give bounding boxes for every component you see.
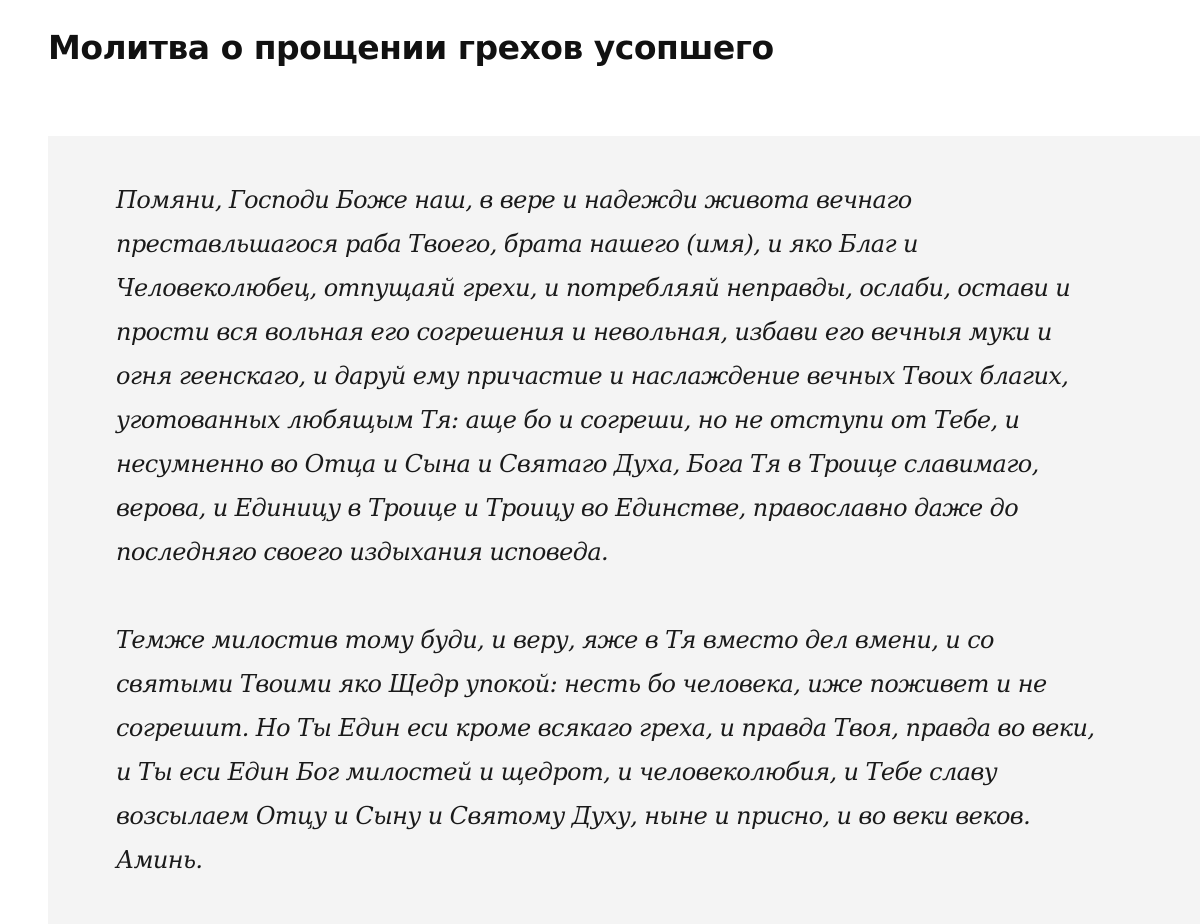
prayer-line: уготованных любящым Тя: аще бо и согреши, но не отступи от Тебе, и — [116, 406, 1020, 434]
prayer-line: прости вся вольная его согрешения и невольная, избави его вечныя муки и — [116, 318, 1052, 346]
prayer-line: огня геенскаго, и даруй ему причастие и наслаждение вечных Твоих благих, — [116, 362, 1069, 390]
prayer-line: Человеколюбец, отпущаяй грехи, и потребляяй неправды, ослаби, остави и — [116, 274, 1071, 302]
page-title: Молитва о прощении грехов усопшего — [48, 28, 774, 67]
prayer-line: и Ты еси Един Бог милостей и щедрот, и человеколюбия, и Тебе славу — [116, 758, 998, 786]
prayer-quote-box — [48, 136, 1200, 924]
prayer-line: несумненно во Отца и Сына и Святаго Духа, Бога Тя в Троице славимаго, — [116, 450, 1039, 478]
prayer-line: святыми Твоими яко Щедр упокой: несть бо человека, иже поживет и не — [116, 670, 1047, 698]
prayer-line: верова, и Единицу в Троице и Троицу во Единстве, православно даже до — [116, 494, 1019, 522]
prayer-line: Помяни, Господи Боже наш, в вере и надежди живота вечнаго — [116, 186, 912, 214]
prayer-paragraph-2 — [116, 618, 1186, 882]
prayer-line: последняго своего издыхания исповеда. — [116, 538, 609, 566]
prayer-line: преставльшагося раба Твоего, брата нашего (имя), и яко Благ и — [116, 230, 918, 258]
prayer-line: согрешит. Но Ты Един еси кроме всякаго греха, и правда Твоя, правда во веки, — [116, 714, 1095, 742]
prayer-line: Аминь. — [116, 846, 203, 874]
prayer-line: возсылаем Отцу и Сыну и Святому Духу, ныне и присно, и во веки веков. — [116, 802, 1031, 830]
prayer-paragraph-1 — [116, 178, 1186, 574]
prayer-line: Темже милостив тому буди, и веру, яже в Тя вместо дел вмени, и со — [116, 626, 994, 654]
prayer-text — [116, 178, 1186, 882]
